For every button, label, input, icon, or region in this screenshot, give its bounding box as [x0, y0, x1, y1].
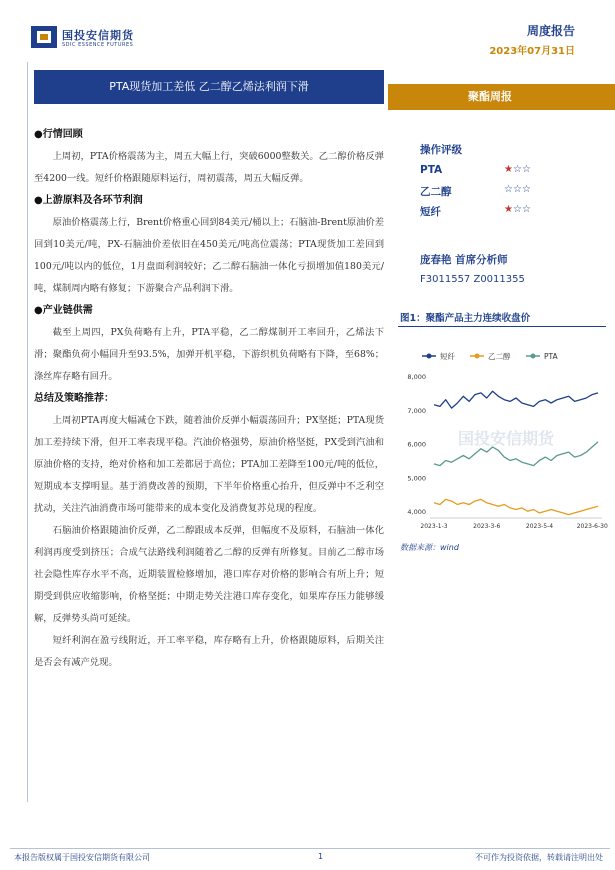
- report-title: PTA现货加工差低 乙二醇乙烯法利润下滑: [34, 70, 384, 104]
- figure-title: 图1：聚酯产品主力连续收盘价: [400, 313, 531, 324]
- x-tick-label: 2023-3-6: [473, 523, 501, 530]
- section-upstream: [34, 190, 384, 300]
- legend-label: PTA: [544, 352, 558, 361]
- star-empty-icon: ☆: [504, 184, 513, 195]
- x-tick-label: 2023-6-30: [576, 523, 608, 530]
- footer-disclaimer: 不可作为投资依据，转载请注明出处: [475, 853, 603, 862]
- rating-title: 操作评级: [420, 144, 462, 156]
- star-empty-icon: ☆: [521, 204, 531, 215]
- legend-marker: [427, 354, 432, 359]
- rating-product: PTA: [420, 164, 443, 176]
- rating-row-pta: [420, 164, 550, 184]
- section-summary: [34, 388, 384, 674]
- logo-text-en: SDIC ESSENCE FUTURES: [62, 42, 134, 48]
- x-tick-label: 2023-1-3: [420, 523, 448, 530]
- y-tick-label: 7,000: [407, 406, 426, 415]
- rating-stars: [504, 164, 531, 175]
- star-empty-icon: ☆: [512, 184, 522, 195]
- company-logo-icon: [31, 26, 57, 48]
- left-divider: [27, 62, 28, 802]
- main-content: [34, 124, 384, 674]
- star-filled-icon: ★: [504, 164, 513, 175]
- price-chart: [396, 342, 608, 534]
- logo-text-cn: 国投安信期货: [62, 29, 134, 42]
- star-empty-icon: ☆: [521, 164, 531, 175]
- legend-marker: [531, 354, 536, 359]
- section-supply-demand: [34, 300, 384, 388]
- footer-divider: [10, 848, 610, 849]
- star-filled-icon: ★: [504, 204, 513, 215]
- legend-label: 短纤: [440, 352, 455, 361]
- y-tick-label: 5,000: [407, 474, 426, 483]
- legend-marker: [475, 354, 480, 359]
- y-tick-label: 4,000: [407, 508, 426, 517]
- rating-stars: [504, 204, 531, 215]
- footer-copyright: 本报告版权属于国投安信期货有限公司: [14, 853, 150, 862]
- report-type: 周度报告: [526, 24, 575, 38]
- section-heading: ●上游原料及各环节利润: [34, 195, 143, 206]
- section-paragraph: 短纤利润在盈亏线附近，开工率平稳，库存略有上升，价格跟随原料，后期关注是否会有减产兑现。: [34, 635, 384, 668]
- series-line-乙二醇: [434, 499, 598, 514]
- star-empty-icon: ☆: [512, 164, 522, 175]
- page-number: 1: [318, 852, 324, 861]
- legend-label: 乙二醇: [488, 352, 511, 361]
- report-tag: 聚酯周报: [388, 84, 615, 110]
- star-empty-icon: ☆: [512, 204, 522, 215]
- star-empty-icon: ☆: [521, 184, 531, 195]
- y-tick-label: 8,000: [407, 373, 426, 381]
- series-line-短纤: [434, 391, 598, 408]
- rating-product: 乙二醇: [420, 186, 452, 198]
- figure-source: 数据来源：wind: [400, 543, 459, 552]
- section-paragraph: 石脑油价格跟随油价反弹，乙二醇跟成本反弹，但幅度不及原料，石脑油一体化利润再度受到挤压；合成气法路线利润随着乙二醇的反弹有所修复。目前乙二醇市场社会隐性库存水平不高，近期装置检修增加，港口库存对价格的影响合有所上升；短期受到供应收缩影响，价格坚挺；中期走势关注港口库存变化，如果库存压力能够缓解，反弹势头尚可延续。: [34, 525, 384, 624]
- rating-product: 短纤: [420, 206, 441, 218]
- rating-row-psf: [420, 204, 550, 224]
- section-heading: ●行情回顾: [34, 129, 83, 140]
- y-tick-label: 6,000: [407, 440, 426, 449]
- analyst-id: F3011557 Z0011355: [420, 274, 525, 285]
- section-heading: ●产业链供需: [34, 305, 93, 316]
- rating-stars: [504, 184, 531, 195]
- section-market-review: [34, 124, 384, 190]
- figure-divider: [398, 326, 606, 327]
- section-paragraph: 原油价格震荡上行，Brent价格重心回到84美元/桶以上；石脑油-Brent原油价差回到10美元/吨，PX-石脑油价差依旧在450美元/吨高位震荡；PTA现货加工差回到100元/吨以内的低位，1月盘面利润较好；乙二醇石脑油一体化亏损增加值180美元/吨，煤制周内略有修复；下游聚合产品利润下滑。: [34, 217, 385, 294]
- rating-row-meg: [420, 184, 550, 204]
- report-date: 2023年07月31日: [489, 46, 575, 57]
- section-paragraph: 上周初PTA再度大幅减仓下跌，随着油价反弹小幅震荡回升；PX坚挺；PTA现货加工差持续下滑，但开工率表现平稳。汽油价格强势，原油价格坚挺，PX受到汽油和原油价格的支持，绝对价格和加工差都居于高位；PTA加工差降至100元/吨的低位，短期成本支撑明显。基于消费改善的预期，下半年价格重心抬升，但反弹中不乏利空扰动，关注汽油消费市场可能带来的成本变化及消费复苏兑现的程度。: [34, 415, 384, 514]
- section-paragraph: 上周初，PTA价格震荡为主，周五大幅上行，突破6000整数关。乙二醇价格反弹至4200一线。短纤价格跟随原料运行，周初震荡，周五大幅反弹。: [34, 151, 384, 184]
- section-heading: 总结及策略推荐：: [34, 393, 114, 404]
- section-paragraph: 截至上周四，PX负荷略有上升，PTA平稳，乙二醇煤制开工率回升，乙烯法下滑；聚酯负荷小幅回升至93.5%，加弹开机平稳，下游织机负荷略有下降，至68%；涤丝库存略有回升。: [34, 327, 384, 382]
- analyst-name: 庞春艳 首席分析师: [420, 254, 508, 266]
- chart-watermark: 国投安信期货: [457, 429, 555, 448]
- x-tick-label: 2023-5-4: [525, 523, 554, 530]
